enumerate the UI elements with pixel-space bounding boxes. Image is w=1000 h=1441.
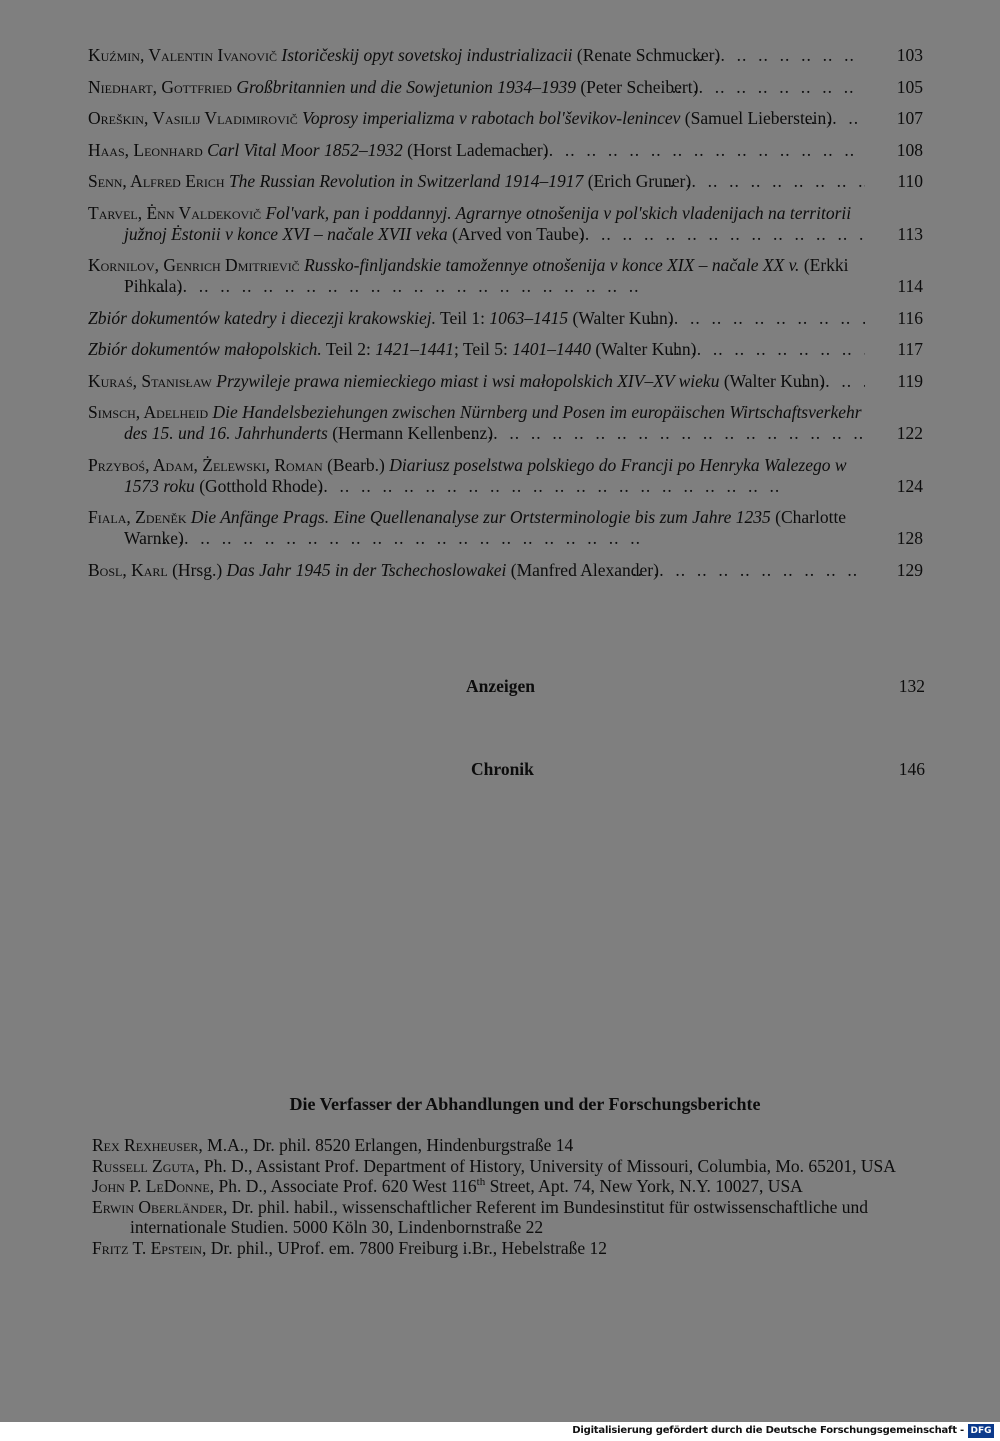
entry-author: Bosl, Karl <box>88 559 168 580</box>
entry-author: Kornilov, Genrich Dmitrievič <box>88 255 305 275</box>
author-name: Fritz T. Epstein <box>92 1237 202 1258</box>
author-name: Russell Zguta <box>92 1155 196 1176</box>
entry-title: The Russian Revolution in Switzerland 1914–1917 <box>228 171 584 191</box>
toc-entry <box>88 308 923 329</box>
toc-entry <box>88 507 923 549</box>
entry-page: 116 <box>897 307 923 328</box>
entry-note: (Bearb.) <box>322 454 390 475</box>
entry-note: (Walter Kuhn) <box>568 307 674 328</box>
entry-author: Senn, Alfred Erich <box>88 171 229 191</box>
toc-entry-text <box>88 402 865 444</box>
entry-page: 108 <box>896 139 923 160</box>
authors-heading: Die Verfasser der Abhandlungen und der Forschungsberichte <box>289 1094 761 1114</box>
toc-entry <box>88 45 923 66</box>
entry-title: Zbiór dokumentów małopolskich. <box>88 339 322 359</box>
entry-author: Fiala, Zdeněk <box>88 507 191 527</box>
author-info: , Dr. phil. habil., wissenschaftlicher Referent im Bundesinstitut für ostwissenschaftliche und internationale Studien. 5000 Köln 30, Lindenbornstraße 22 <box>130 1196 868 1237</box>
author-name: Rex Rexheuser <box>92 1135 199 1155</box>
section-chronik-page: 146 <box>898 759 925 779</box>
author-entry <box>92 1238 932 1259</box>
entry-title: Die Handelsbeziehungen zwischen Nürnberg und Posen im europäischen Wirtschaftsverkehr des 15. und 16. Jahrhunderts <box>124 402 862 443</box>
section-anzeigen-page: 132 <box>898 676 925 696</box>
toc-entry-text <box>88 507 865 549</box>
entry-author: Tarvel, Ėnn Valdekovič <box>88 202 266 223</box>
authors-list <box>92 1135 932 1258</box>
entry-note: (Walter Kuhn) <box>719 370 825 391</box>
entry-title: Russko-finljandskie tamožennye otnošenija v konce XIX – načale XX v. <box>304 255 800 275</box>
toc-entry-text <box>88 339 865 360</box>
entry-title: 1063–1415 <box>489 307 569 328</box>
entry-author: Oreškin, Vasilij Vladimirovič <box>88 108 303 128</box>
toc-entry <box>88 203 923 245</box>
toc-entry-text <box>88 108 865 129</box>
entry-page: 105 <box>896 76 923 97</box>
entry-title: Das Jahr 1945 in der Tschechoslowakei <box>226 559 507 580</box>
entry-note: Teil 2: <box>321 339 376 359</box>
footer-bar <box>0 1422 1000 1441</box>
toc-entry-text <box>88 203 865 245</box>
toc-entry-text <box>88 308 865 329</box>
entry-note: (Erkki Pihkala) <box>124 255 849 296</box>
entry-title: Diariusz poselstwa polskiego do Francji po Henryka Walezego w 1573 roku <box>124 454 847 496</box>
toc-entry <box>88 255 923 297</box>
author-entry <box>92 1156 932 1177</box>
author-entry <box>92 1176 932 1197</box>
entry-note: ; Teil 5: <box>453 339 513 359</box>
toc-entry-text <box>88 371 865 392</box>
entry-note: (Hermann Kellenbenz) <box>327 423 494 443</box>
entry-author: Niedhart, Gottfried <box>88 76 237 97</box>
entry-note: (Renate Schmucker) <box>572 45 721 65</box>
entry-page: 122 <box>896 423 923 443</box>
entry-author: Simsch, Adelheid <box>88 402 213 422</box>
entry-title: Istoričeskij opyt sovetskoj industrializacii <box>281 45 573 65</box>
toc-entry <box>88 560 923 581</box>
table-of-contents <box>88 45 923 591</box>
dfg-logo: DFG <box>968 1424 994 1438</box>
author-name: John P. LeDonne <box>92 1176 210 1196</box>
toc-entry-text <box>88 171 865 192</box>
entry-title: Fol'vark, pan i poddannyj. Agrarnye otnošenija v pol'skich vladenijach na territorii južnoj Ėstonii v konce XVI – načale XVII veka <box>124 202 852 244</box>
entry-note: (Arved von Taube) <box>447 223 585 244</box>
toc-entry-text <box>88 140 865 161</box>
entry-page: 129 <box>896 559 923 580</box>
entry-note: (Manfred Alexander) <box>506 559 659 580</box>
entry-title: Großbritannien und die Sowjetunion 1934–1939 <box>236 76 576 97</box>
toc-entry <box>88 339 923 360</box>
entry-page: 128 <box>896 528 923 548</box>
footer-text: Digitalisierung gefördert durch die Deutsche Forschungsgemeinschaft - <box>572 1425 964 1436</box>
entry-note: (Samuel Lieberstein) <box>680 108 833 128</box>
toc-entry <box>88 455 923 497</box>
entry-author: Haas, Leonhard <box>88 139 208 160</box>
author-entry <box>92 1135 932 1156</box>
toc-entry <box>88 140 923 161</box>
entry-note: (Peter Scheibert) <box>575 76 699 97</box>
entry-note: (Gotthold Rhode) <box>194 475 324 496</box>
author-info-cont: Street, Apt. 74, New York, N.Y. 10027, USA <box>485 1176 803 1196</box>
entry-page: 114 <box>897 276 923 296</box>
entry-note: (Erich Gruner) <box>583 171 692 191</box>
author-info-sup: th <box>476 1176 486 1189</box>
entry-title: 1421–1441 <box>375 339 454 359</box>
entry-title: Carl Vital Moor 1852–1932 <box>207 139 403 160</box>
toc-entry-text <box>88 455 865 497</box>
toc-entry <box>88 371 923 392</box>
author-info: , Ph. D., Associate Prof. 620 West 116 <box>209 1176 477 1196</box>
entry-note: (Walter Kuhn) <box>590 339 697 359</box>
toc-entry <box>88 77 923 98</box>
entry-author: Kuźmin, Valentin Ivanovič <box>88 45 282 65</box>
entry-page: 113 <box>897 223 923 244</box>
entry-note: (Hrsg.) <box>167 559 227 580</box>
toc-entry <box>88 108 923 129</box>
author-name: Erwin Oberländer <box>92 1196 224 1217</box>
section-anzeigen: Anzeigen <box>466 676 536 696</box>
section-chronik: Chronik <box>471 759 534 779</box>
entry-page: 119 <box>897 370 923 391</box>
entry-page: 103 <box>896 45 923 65</box>
toc-entry-text <box>88 255 865 297</box>
toc-entry <box>88 402 923 444</box>
toc-entry-text <box>88 45 865 66</box>
entry-title: Voprosy imperializma v rabotach bol'ševikov-lenincev <box>302 108 681 128</box>
entry-title: Zbiór dokumentów katedry i diecezji krakowskiej. <box>88 307 436 328</box>
entry-title: Przywileje prawa niemieckiego miast i wsi małopolskich XIV–XV wieku <box>216 370 720 391</box>
entry-note: (Horst Lademacher) <box>402 139 549 160</box>
entry-author: Przyboś, Adam, Żelewski, Roman <box>88 454 323 475</box>
entry-note: (Charlotte Warnke) <box>124 507 847 548</box>
author-info: , Dr. phil., UProf. em. 7800 Freiburg i.Br., Hebelstraße 12 <box>201 1237 607 1258</box>
entry-page: 110 <box>897 171 923 191</box>
entry-page: 117 <box>897 339 923 359</box>
toc-entry-text <box>88 77 865 98</box>
author-info: , M.A., Dr. phil. 8520 Erlangen, Hindenburgstraße 14 <box>198 1135 574 1155</box>
toc-entry-text <box>88 560 865 581</box>
entry-page: 124 <box>896 475 923 496</box>
entry-title: 1401–1440 <box>512 339 591 359</box>
entry-title: Die Anfänge Prags. Eine Quellenanalyse zur Ortsterminologie bis zum Jahre 1235 <box>190 507 771 527</box>
entry-note: Teil 1: <box>435 307 490 328</box>
author-entry <box>92 1197 932 1238</box>
toc-entry <box>88 171 923 192</box>
entry-page: 107 <box>896 108 923 128</box>
author-info: , Ph. D., Assistant Prof. Department of History, University of Missouri, Columbia, Mo. 65201, USA <box>195 1155 896 1176</box>
entry-author: Kuraś, Stanisław <box>88 370 217 391</box>
